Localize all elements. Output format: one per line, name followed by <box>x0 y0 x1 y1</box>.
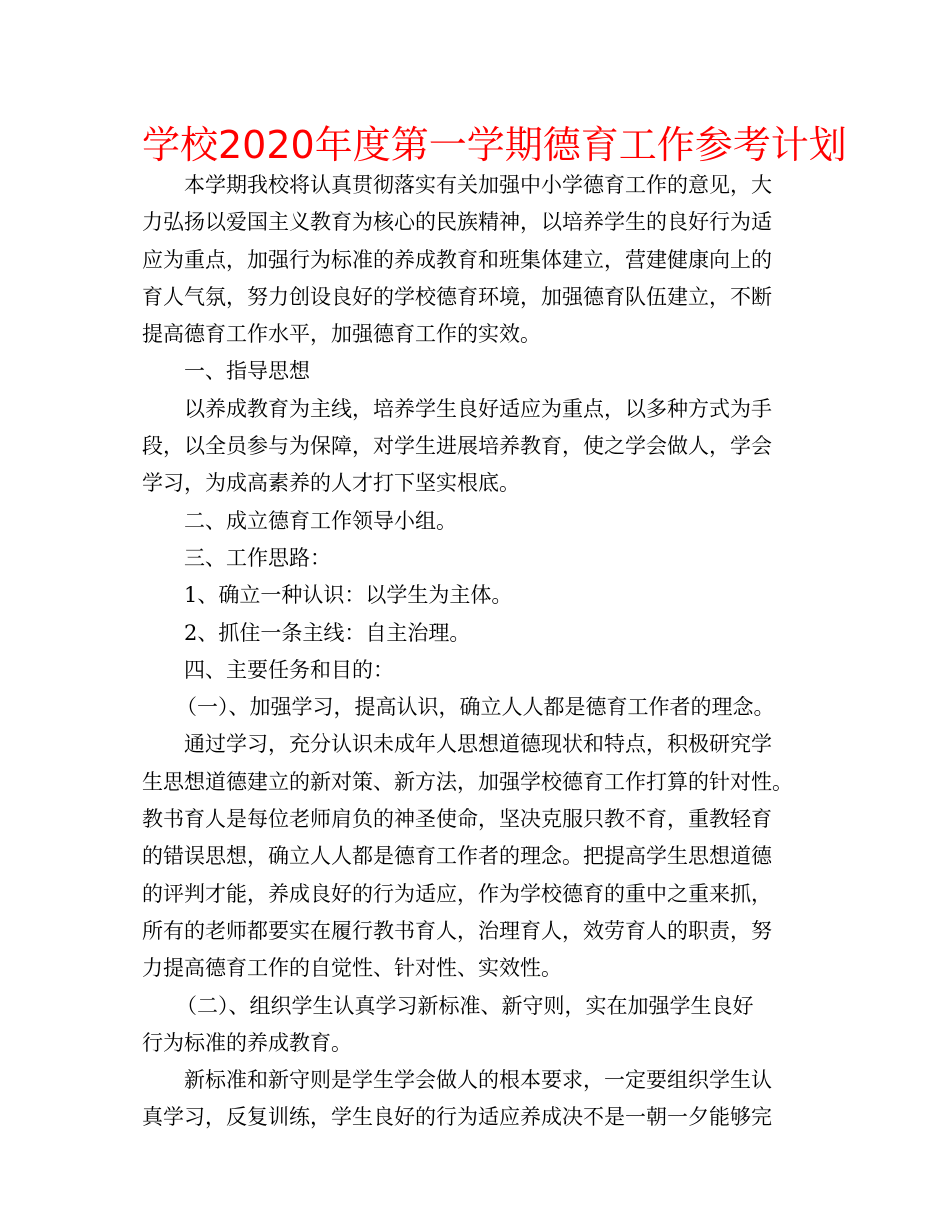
paragraph-line: 所有的老师都要实在履行教书育人，治理育人，效劳育人的职责，努 <box>142 918 772 943</box>
paragraph-line: 新标准和新守则是学生学会做人的根本要求，一定要组织学生认 <box>184 1068 772 1093</box>
paragraph-line: 段，以全员参与为保障，对学生进展培养教育，使之学会做人，学会 <box>142 434 772 459</box>
paragraph-line: 真学习，反复训练，学生良好的行为适应养成决不是一朝一夕能够完 <box>142 1105 772 1130</box>
paragraph-line: 的评判才能，养成良好的行为适应，作为学校德育的重中之重来抓， <box>142 881 772 906</box>
paragraph-line: 教书育人是每位老师肩负的神圣使命，坚决克服只教不育，重教轻育 <box>142 807 772 832</box>
paragraph-line: 通过学习，充分认识未成年人思想道德现状和特点，积极研究学 <box>184 732 772 757</box>
section-heading: 二、成立德育工作领导小组。 <box>184 508 457 533</box>
subsection-heading: 行为标准的养成教育。 <box>142 1030 352 1055</box>
section-heading: 三、工作思路： <box>184 545 331 570</box>
subsection-heading: （一）、加强学习，提高认识，确立人人都是德育工作者的理念。 <box>176 695 775 720</box>
paragraph-line: 的错误思想，确立人人都是德育工作者的理念。把提高学生思想道德 <box>142 844 772 869</box>
paragraph-line: 育人气氛，努力创设良好的学校德育环境，加强德育队伍建立，不断 <box>142 284 772 309</box>
paragraph-line: 力弘扬以爱国主义教育为核心的民族精神，以培养学生的良好行为适 <box>142 210 772 235</box>
list-item: 2、抓住一条主线：自主治理。 <box>184 620 471 645</box>
document-body <box>142 167 812 1137</box>
subsection-heading: （二）、组织学生认真学习新标准、新守则，实在加强学生良好 <box>176 993 754 1018</box>
paragraph-line: 以养成教育为主线，培养学生良好适应为重点，以多种方式为手 <box>184 396 772 421</box>
paragraph-line: 提高德育工作水平，加强德育工作的实效。 <box>142 322 541 347</box>
section-heading: 一、指导思想 <box>184 359 310 384</box>
paragraph-line: 力提高德育工作的自觉性、针对性、实效性。 <box>142 956 562 981</box>
paragraph-line: 学习，为成高素养的人才打下坚实根底。 <box>142 471 520 496</box>
paragraph-line: 本学期我校将认真贯彻落实有关加强中小学德育工作的意见，大 <box>184 173 772 197</box>
section-heading: 四、主要任务和目的： <box>184 657 394 682</box>
paragraph-line: 生思想道德建立的新对策、新方法，加强学校德育工作打算的针对性。 <box>142 769 793 794</box>
paragraph-line: 应为重点，加强行为标准的养成教育和班集体建立，营建健康向上的 <box>142 247 772 272</box>
document-title: 学校2020年度第一学期德育工作参考计划 <box>142 123 847 167</box>
list-item: 1、确立一种认识：以学生为主体。 <box>184 583 513 608</box>
